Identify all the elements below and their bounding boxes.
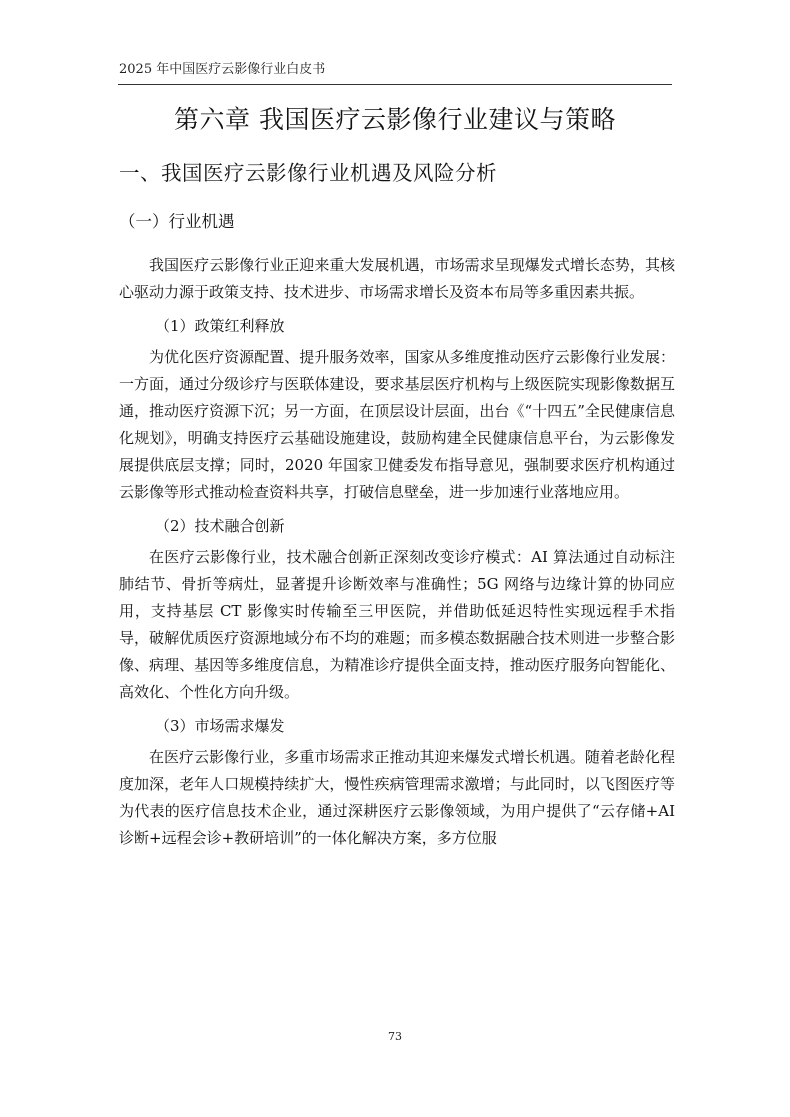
- body-text: [119, 252, 675, 852]
- market-heading: （3）市场需求爆发: [155, 717, 285, 735]
- technology-paragraph: 在医疗云影像行业，技术融合创新正深刻改变诊疗模式：AI 算法通过自动标注肺结节、骨折等病灶，显著提升诊断效率与准确性；5G 网络与边缘计算的协同应用，支持基层 CT 影像实时传输至三甲医院，并借助低延迟特性实现远程手术指导，破解优质医疗资源地域分布不均的难题；而多模态数据融合技术则进一步整合影像、病理、基因等多维度信息，为精准诊疗提供全面支持，推动医疗服务向智能化、高效化、个性化方向升级。: [119, 548, 675, 701]
- market-paragraph: 在医疗云影像行业，多重市场需求正推动其迎来爆发式增长机遇。随着老龄化程度加深，老年人口规模持续扩大，慢性疾病管理需求激增；与此同时，以飞图医疗等为代表的医疗信息技术企业，通过深耕医疗云影像领域，为用户提供了“云存储+AI 诊断+远程会诊+教研培训”的一体化解决方案，多方位服: [119, 748, 675, 847]
- section-title: 一、我国医疗云影像行业机遇及风险分析: [119, 161, 497, 185]
- intro-paragraph: 我国医疗云影像行业正迎来重大发展机遇，市场需求呈现爆发式增长态势，其核心驱动力源于政策支持、技术进步、市场需求增长及资本布局等多重因素共振。: [119, 256, 675, 301]
- running-header: 2025 年中国医疗云影像行业白皮书: [119, 62, 326, 77]
- header-divider: [118, 84, 672, 85]
- page-number: 73: [388, 1030, 402, 1043]
- subsection-title: （一）行业机遇: [119, 212, 235, 231]
- chapter-title: 第六章 我国医疗云影像行业建议与策略: [174, 105, 616, 134]
- technology-heading: （2）技术融合创新: [155, 517, 285, 535]
- policy-heading: （1）政策红利释放: [155, 317, 285, 335]
- policy-paragraph: 为优化医疗资源配置、提升服务效率，国家从多维度推动医疗云影像行业发展：一方面，通过分级诊疗与医联体建设，要求基层医疗机构与上级医院实现影像数据互通，推动医疗资源下沉；另一方面，在顶层设计层面，出台《“十四五”全民健康信息化规划》，明确支持医疗云基础设施建设，鼓励构建全民健康信息平台，为云影像发展提供底层支撑；同时，2020 年国家卫健委发布指导意见，强制要求医疗机构通过云影像等形式推动检查资料共享，打破信息壁垒，进一步加速行业落地应用。: [119, 348, 675, 501]
